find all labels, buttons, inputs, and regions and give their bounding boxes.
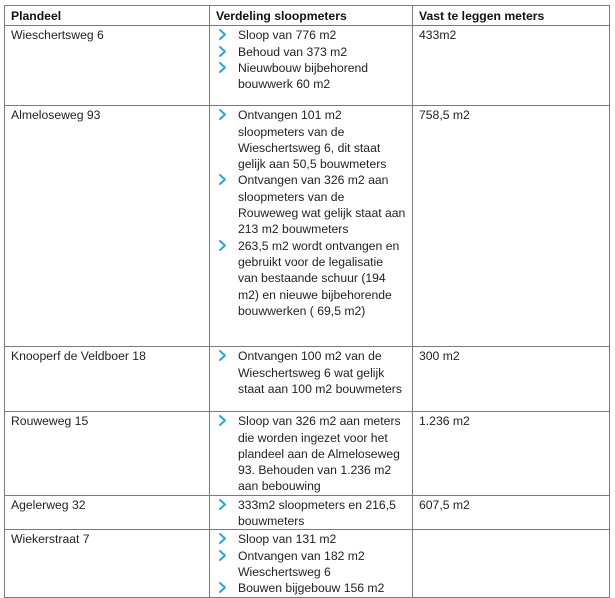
table-row [5,26,610,106]
list-item [216,348,406,397]
table-row [5,412,610,495]
list-item-text: Ontvangen 101 m2 sloopmeters van de Wieschertsweg 6, dit staat gelijk aan 50,5 bouwmeters [238,108,387,172]
list-item [216,531,406,547]
list-item-text: Ontvangen 100 m2 van de Wieschertsweg 6 wat gelijk staat aan 100 m2 bouwmeters [238,349,402,396]
bullet-list [216,413,406,494]
chevron-right-icon [218,173,227,186]
list-item-text: 333m2 sloopmeters en 216,5 bouwmeters [238,497,396,529]
list-item-text: Sloop van 776 m2 [238,28,337,43]
chevron-right-icon [218,28,227,41]
list-item [216,172,406,237]
table-row [5,530,610,597]
header-plandeel: Plandeel [5,6,210,26]
bullet-list [216,107,406,319]
bullet-list [216,27,406,92]
plandeel-cell: Almeloseweg 93 [5,106,210,347]
meters-cell: 607,5 m2 [413,495,610,530]
list-item-text: Sloop van 131 m2 [238,532,337,547]
header-verdeling-sloopmeters: Verdeling sloopmeters [210,6,413,26]
list-item [216,60,406,93]
verdeling-cell [210,26,413,106]
list-item [216,580,406,596]
list-item [216,27,406,43]
verdeling-cell [210,412,413,495]
list-item-text: 263,5 m2 wordt ontvangen en gebruikt voor de legalisatie van bestaande schuur (194 m2) en nieuwe bijbehorende bouwwerken ( 69,5 m2) [238,238,400,318]
allocation-table [4,5,610,598]
list-item [216,413,406,494]
meters-cell: 758,5 m2 [413,106,610,347]
plandeel-cell: Wieschertsweg 6 [5,26,210,106]
bullet-list [216,531,406,596]
chevron-right-icon [218,108,227,121]
bullet-list [216,348,406,397]
chevron-right-icon [218,349,227,362]
bullet-list [216,497,406,530]
plandeel-cell: Wiekerstraat 7 [5,530,210,597]
table-row [5,347,610,412]
meters-cell [413,530,610,597]
table-row [5,106,610,347]
chevron-right-icon [218,532,227,545]
list-item-text: Bouwen bijgebouw 156 m2 [238,581,385,596]
table-header-row [5,6,610,26]
chevron-right-icon [218,498,227,511]
list-item [216,107,406,172]
plandeel-cell: Rouweweg 15 [5,412,210,495]
verdeling-cell [210,530,413,597]
meters-cell: 433m2 [413,26,610,106]
list-item [216,548,406,581]
verdeling-cell [210,106,413,347]
chevron-right-icon [218,581,227,594]
chevron-right-icon [218,549,227,562]
chevron-right-icon [218,61,227,74]
meters-cell: 1.236 m2 [413,412,610,495]
list-item [216,44,406,60]
chevron-right-icon [218,45,227,58]
list-item-text: Nieuwbouw bijbehorend bouwwerk 60 m2 [238,60,369,92]
chevron-right-icon [218,414,227,427]
plandeel-cell: Agelerweg 32 [5,495,210,530]
verdeling-cell [210,495,413,530]
list-item-text: Sloop van 326 m2 aan meters die worden ingezet voor het plandeel aan de Almeloseweg 93. Behouden van 1.236 m2 aan bebouwing [238,414,401,494]
chevron-right-icon [218,239,227,252]
list-item-text: Ontvangen van 182 m2 Wieschertsweg 6 [238,548,365,579]
list-item [216,497,406,530]
table-row [5,495,610,530]
plandeel-cell: Knooperf de Veldboer 18 [5,347,210,412]
header-vast-te-leggen-meters: Vast te leggen meters [413,6,610,26]
list-item-text: Behoud van 373 m2 [238,44,348,59]
list-item-text: Ontvangen van 326 m2 aan sloopmeters van de Rouweweg wat gelijk staat aan 213 m2 bouwmeters [238,173,406,237]
list-item [216,238,406,319]
meters-cell: 300 m2 [413,347,610,412]
verdeling-cell [210,347,413,412]
